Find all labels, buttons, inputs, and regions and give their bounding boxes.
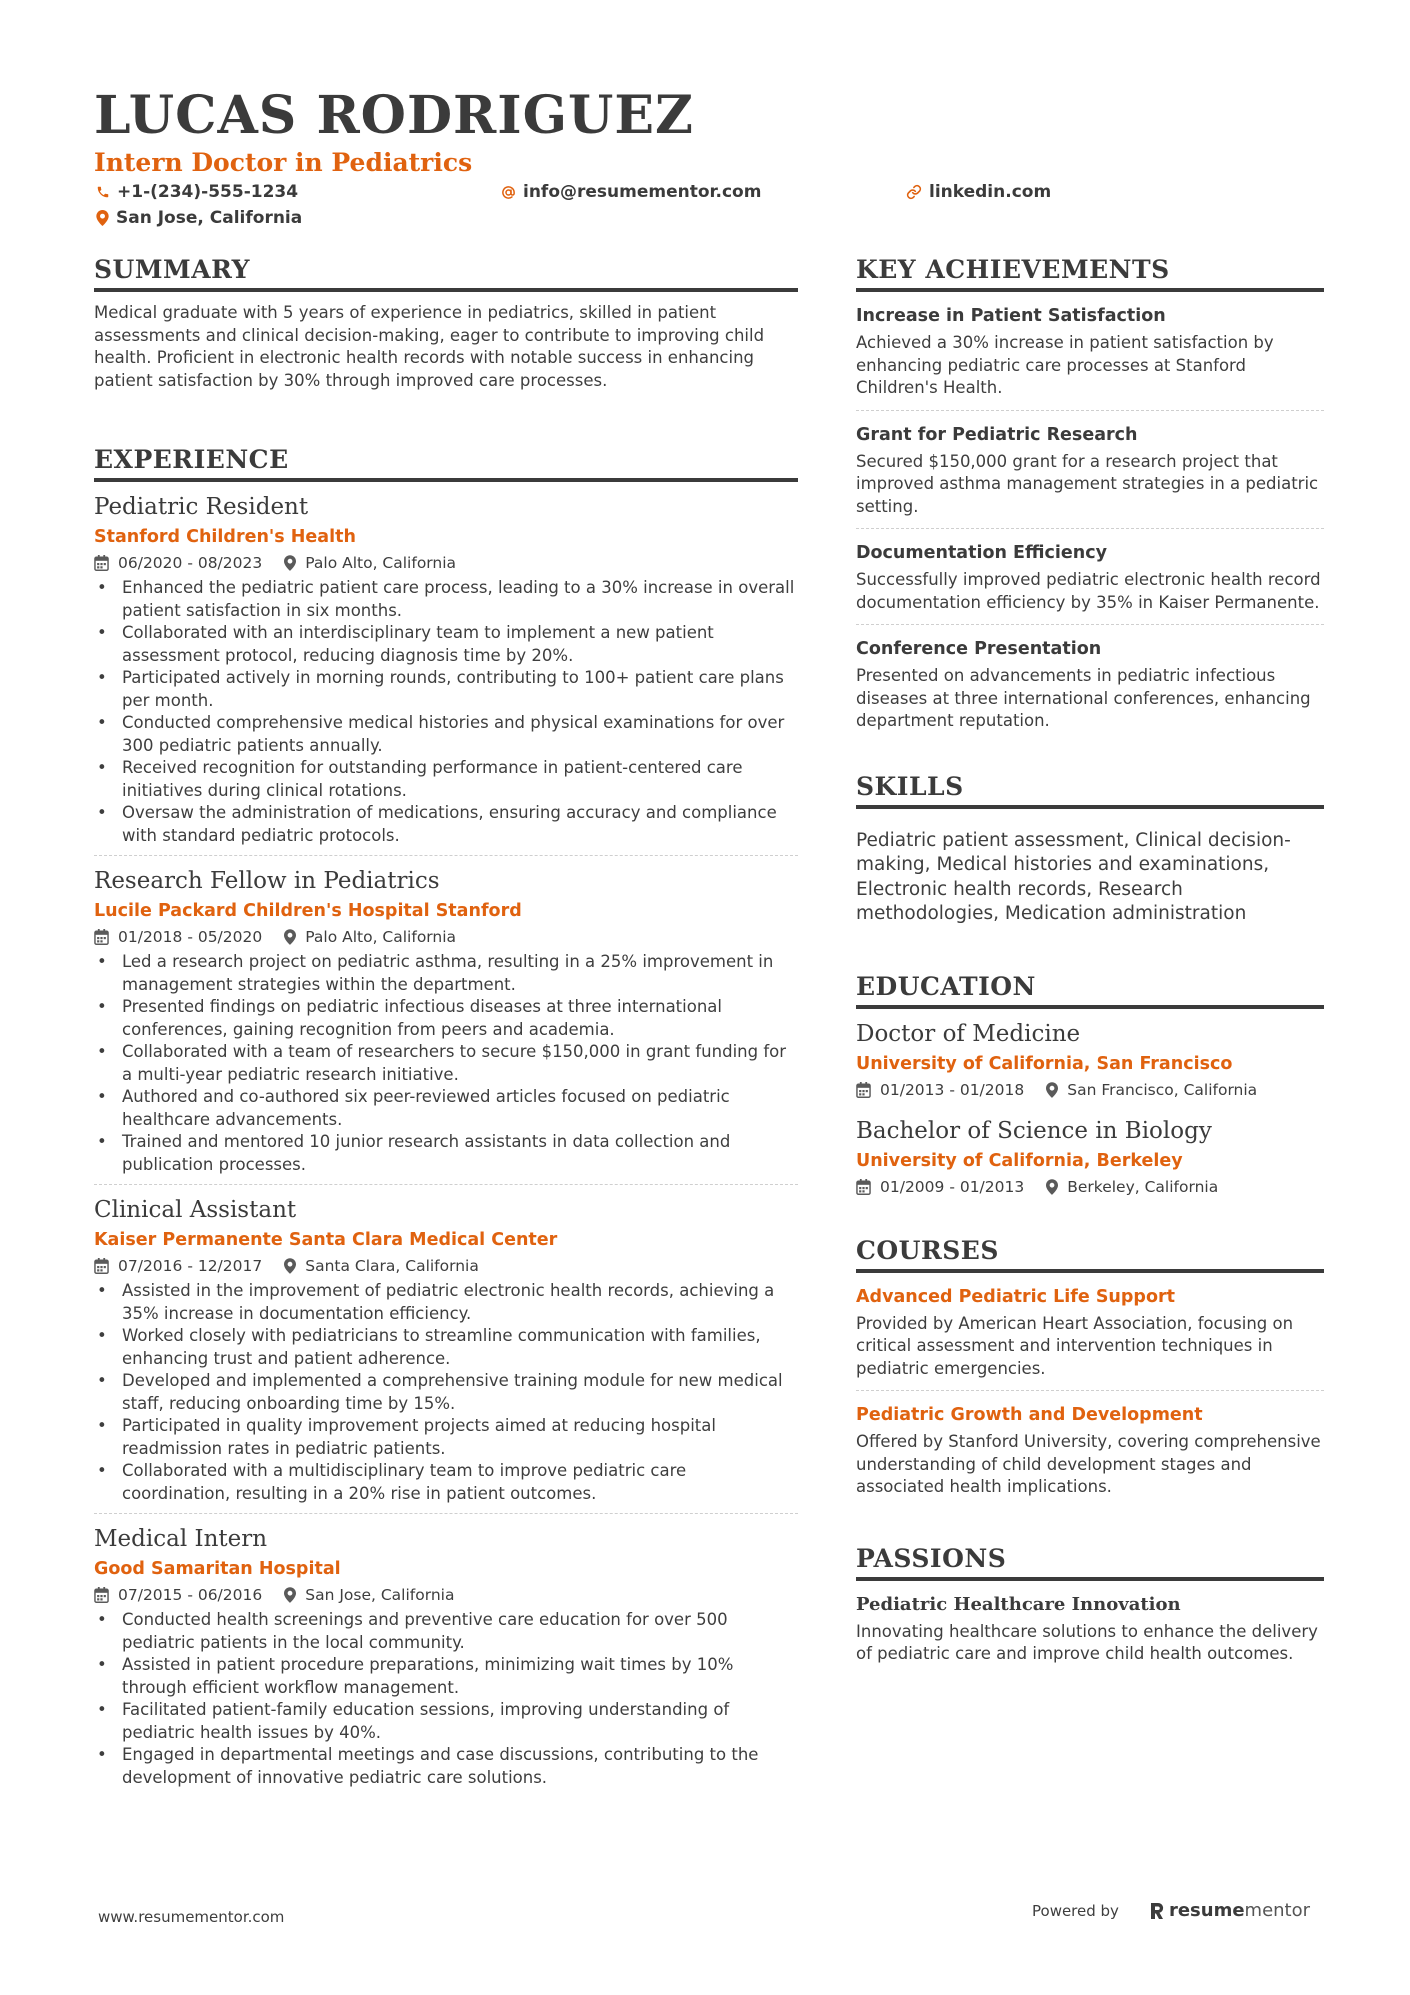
job-location: San Jose, California (305, 1586, 455, 1604)
achievement-item (856, 529, 1324, 625)
contact-info (94, 182, 1324, 238)
bullet-item: • Authored and co-authored six peer-reviewed articles focused on pediatric healthcare advancements. (94, 1086, 798, 1131)
location-pin-icon (284, 1258, 296, 1274)
location-pin-icon (96, 210, 109, 226)
bullet-item: • Collaborated with a multidisciplinary team to improve pediatric care coordination, resulting in a 20% rise in patient outcomes. (94, 1460, 798, 1505)
company-name: Kaiser Permanente Santa Clara Medical Center (94, 1230, 558, 1250)
location-pin-icon (1046, 1082, 1058, 1098)
education-location: Berkeley, California (1067, 1177, 1219, 1196)
bullet-item: • Collaborated with a team of researchers to secure $150,000 in grant funding for a multi-year pediatric research initiative. (94, 1041, 798, 1086)
achievement-title: Conference Presentation (856, 639, 1102, 659)
summary-heading: SUMMARY (94, 254, 798, 292)
course-title: Pediatric Growth and Development (856, 1405, 1203, 1425)
bullet-item: • Trained and mentored 10 junior research assistants in data collection and publication processes. (94, 1131, 798, 1176)
achievement-desc: Presented on advancements in pediatric infectious diseases at three international conferences, enhancing department reputation. (856, 666, 1311, 730)
summary-text: Medical graduate with 5 years of experience in pediatrics, skilled in patient assessments and clinical decision-making, eager to contribute to improving child health. Proficient in electronic health records with notable success in enhancing patient satisfaction by 30% through improved care processes. (94, 303, 765, 390)
location-pin-icon (1046, 1179, 1058, 1195)
passion-title: Pediatric Healthcare Innovation (856, 1593, 1181, 1615)
bullet-item: • Collaborated with an interdisciplinary team to implement a new patient assessment protocol, reducing diagnosis time by 20%. (94, 622, 798, 667)
job-bullets (94, 1609, 798, 1789)
link-icon (906, 184, 922, 200)
left-column (94, 254, 798, 1835)
job-meta (94, 927, 798, 947)
job-title: Research Fellow in Pediatrics (94, 868, 440, 894)
calendar-icon (94, 555, 109, 571)
company-name: Stanford Children's Health (94, 527, 356, 547)
summary-section (94, 254, 798, 392)
calendar-icon (94, 929, 109, 945)
bullet-item: • Facilitated patient-family education sessions, improving understanding of pediatric health issues by 40%. (94, 1699, 798, 1744)
job-title: Clinical Assistant (94, 1197, 297, 1223)
course-item (856, 1273, 1324, 1392)
footer-branding (1032, 1900, 1310, 1921)
brand-text-part1: resume (1168, 1900, 1245, 1921)
experience-item (94, 1514, 798, 1797)
calendar-icon (856, 1082, 871, 1098)
phone-icon (96, 185, 110, 199)
job-meta (94, 553, 798, 573)
course-desc: Offered by Stanford University, covering comprehensive understanding of child development stages and associated health implications. (856, 1432, 1321, 1496)
location-pin-icon (284, 929, 296, 945)
bullet-item: • Assisted in patient procedure preparations, minimizing wait times by 10% through efficient workflow management. (94, 1654, 798, 1699)
education-meta (856, 1080, 1324, 1100)
job-dates: 06/2020 - 08/2023 (118, 554, 263, 572)
email-text: info@resumementor.com (523, 182, 762, 202)
contact-location (96, 208, 302, 228)
education-heading: EDUCATION (856, 971, 1324, 1009)
calendar-icon (94, 1587, 109, 1603)
experience-item (94, 482, 798, 856)
resume-header (94, 86, 1324, 238)
school-name: University of California, San Francisco (856, 1053, 1233, 1074)
job-meta (94, 1256, 798, 1276)
bullet-item: • Led a research project on pediatric asthma, resulting in a 25% improvement in management strategies within the department. (94, 951, 798, 996)
job-location: Palo Alto, California (305, 928, 457, 946)
brand-logo[interactable] (1149, 1900, 1310, 1921)
job-bullets (94, 951, 798, 1176)
education-meta (856, 1177, 1324, 1197)
brand-text-part2: mentor (1244, 1900, 1311, 1921)
course-item (856, 1391, 1324, 1509)
bullet-item: • Worked closely with pediatricians to streamline communication with families, enhancing trust and patient adherence. (94, 1325, 798, 1370)
passion-desc: Innovating healthcare solutions to enhance the delivery of pediatric care and improve child health outcomes. (856, 1621, 1318, 1663)
bullet-item: • Assisted in the improvement of pediatric electronic health records, achieving a 35% increase in documentation efficiency. (94, 1280, 798, 1325)
passions-heading: PASSIONS (856, 1543, 1324, 1581)
contact-phone (96, 182, 298, 202)
passions-section (856, 1543, 1324, 1666)
candidate-title: Intern Doctor in Pediatrics (94, 148, 473, 177)
courses-heading: COURSES (856, 1235, 1324, 1273)
skills-text: Pediatric patient assessment, Clinical decision-making, Medical histories and examinations, Electronic health records, Research methodologies, Medication administration (856, 829, 1291, 924)
bullet-item: • Engaged in departmental meetings and case discussions, contributing to the development of innovative pediatric care solutions. (94, 1744, 798, 1789)
achievement-desc: Successfully improved pediatric electronic health record documentation efficiency by 35% in Kaiser Permanente. (856, 570, 1321, 612)
achievement-desc: Achieved a 30% increase in patient satisfaction by enhancing pediatric care processes at Stanford Children's Health. (856, 333, 1274, 397)
job-bullets (94, 577, 798, 847)
location-pin-icon (284, 555, 296, 571)
bullet-item: • Participated actively in morning rounds, contributing to 100+ patient care plans per month. (94, 667, 798, 712)
job-meta (94, 1585, 798, 1605)
bullet-item: • Received recognition for outstanding performance in patient-centered care initiatives during clinical rotations. (94, 757, 798, 802)
school-name: University of California, Berkeley (856, 1150, 1183, 1171)
bullet-item: • Developed and implemented a comprehensive training module for new medical staff, reducing onboarding time by 15%. (94, 1370, 798, 1415)
achievement-title: Documentation Efficiency (856, 543, 1108, 563)
achievement-title: Increase in Patient Satisfaction (856, 306, 1166, 326)
experience-section (94, 444, 798, 1797)
right-column (856, 254, 1324, 1704)
skills-section (856, 771, 1324, 927)
job-dates: 07/2016 - 12/2017 (118, 1257, 263, 1275)
education-dates: 01/2009 - 01/2013 (880, 1177, 1025, 1196)
powered-by-text: Powered by (1032, 1901, 1119, 1920)
achievement-title: Grant for Pediatric Research (856, 424, 1138, 445)
company-name: Good Samaritan Hospital (94, 1559, 341, 1579)
phone-text: +1-(234)-555-1234 (117, 182, 299, 202)
experience-heading: EXPERIENCE (94, 444, 798, 482)
achievement-item (856, 292, 1324, 411)
candidate-name: LUCAS RODRIGUEZ (94, 85, 694, 146)
education-dates: 01/2013 - 01/2018 (880, 1080, 1025, 1099)
job-title: Medical Intern (94, 1526, 268, 1552)
achievement-desc: Secured $150,000 grant for a research project that improved asthma management strategies in a pediatric setting. (856, 451, 1319, 516)
bullet-item: • Conducted comprehensive medical histories and physical examinations for over 300 pediatric patients annually. (94, 712, 798, 757)
achievement-item (856, 625, 1324, 743)
footer-website[interactable]: www.resumementor.com (98, 1908, 285, 1926)
bullet-item: • Participated in quality improvement projects aimed at reducing hospital readmission rates in pediatric patients. (94, 1415, 798, 1460)
company-name: Lucile Packard Children's Hospital Stanford (94, 901, 522, 921)
courses-section (856, 1235, 1324, 1509)
experience-item (94, 856, 798, 1185)
education-location: San Francisco, California (1067, 1080, 1258, 1099)
bullet-item: • Enhanced the pediatric patient care process, leading to a 30% increase in overall patient satisfaction in six months. (94, 577, 798, 622)
resumementor-logo-icon (1149, 1901, 1165, 1921)
achievements-section (856, 254, 1324, 743)
linkedin-text: linkedin.com (929, 182, 1052, 202)
job-dates: 07/2015 - 06/2016 (118, 1586, 263, 1604)
course-desc: Provided by American Heart Association, focusing on critical assessment and intervention techniques in pediatric emergencies. (856, 1313, 1294, 1378)
education-item (856, 1106, 1324, 1203)
degree-title: Bachelor of Science in Biology (856, 1117, 1212, 1144)
job-location: Santa Clara, California (305, 1257, 479, 1275)
calendar-icon (94, 1258, 109, 1274)
education-item (856, 1009, 1324, 1106)
job-location: Palo Alto, California (305, 554, 457, 572)
bullet-item: • Conducted health screenings and preventive care education for over 500 pediatric patients in the local community. (94, 1609, 798, 1654)
course-title: Advanced Pediatric Life Support (856, 1286, 1175, 1307)
job-dates: 01/2018 - 05/2020 (118, 928, 263, 946)
location-text: San Jose, California (116, 208, 303, 228)
degree-title: Doctor of Medicine (856, 1020, 1081, 1047)
bullet-item: • Presented findings on pediatric infectious diseases at three international conferences, gaining recognition from peers and academia. (94, 996, 798, 1041)
experience-item (94, 1185, 798, 1514)
bullet-item: • Oversaw the administration of medications, ensuring accuracy and compliance with standard pediatric protocols. (94, 802, 798, 847)
at-icon (501, 185, 516, 200)
education-section (856, 971, 1324, 1203)
location-pin-icon (284, 1587, 296, 1603)
contact-email[interactable] (501, 182, 761, 202)
skills-heading: SKILLS (856, 771, 1324, 809)
contact-linkedin[interactable] (906, 182, 1051, 202)
achievements-heading: KEY ACHIEVEMENTS (856, 254, 1324, 292)
calendar-icon (856, 1179, 871, 1195)
achievement-item (856, 411, 1324, 530)
job-bullets (94, 1280, 798, 1505)
job-title: Pediatric Resident (94, 494, 309, 520)
